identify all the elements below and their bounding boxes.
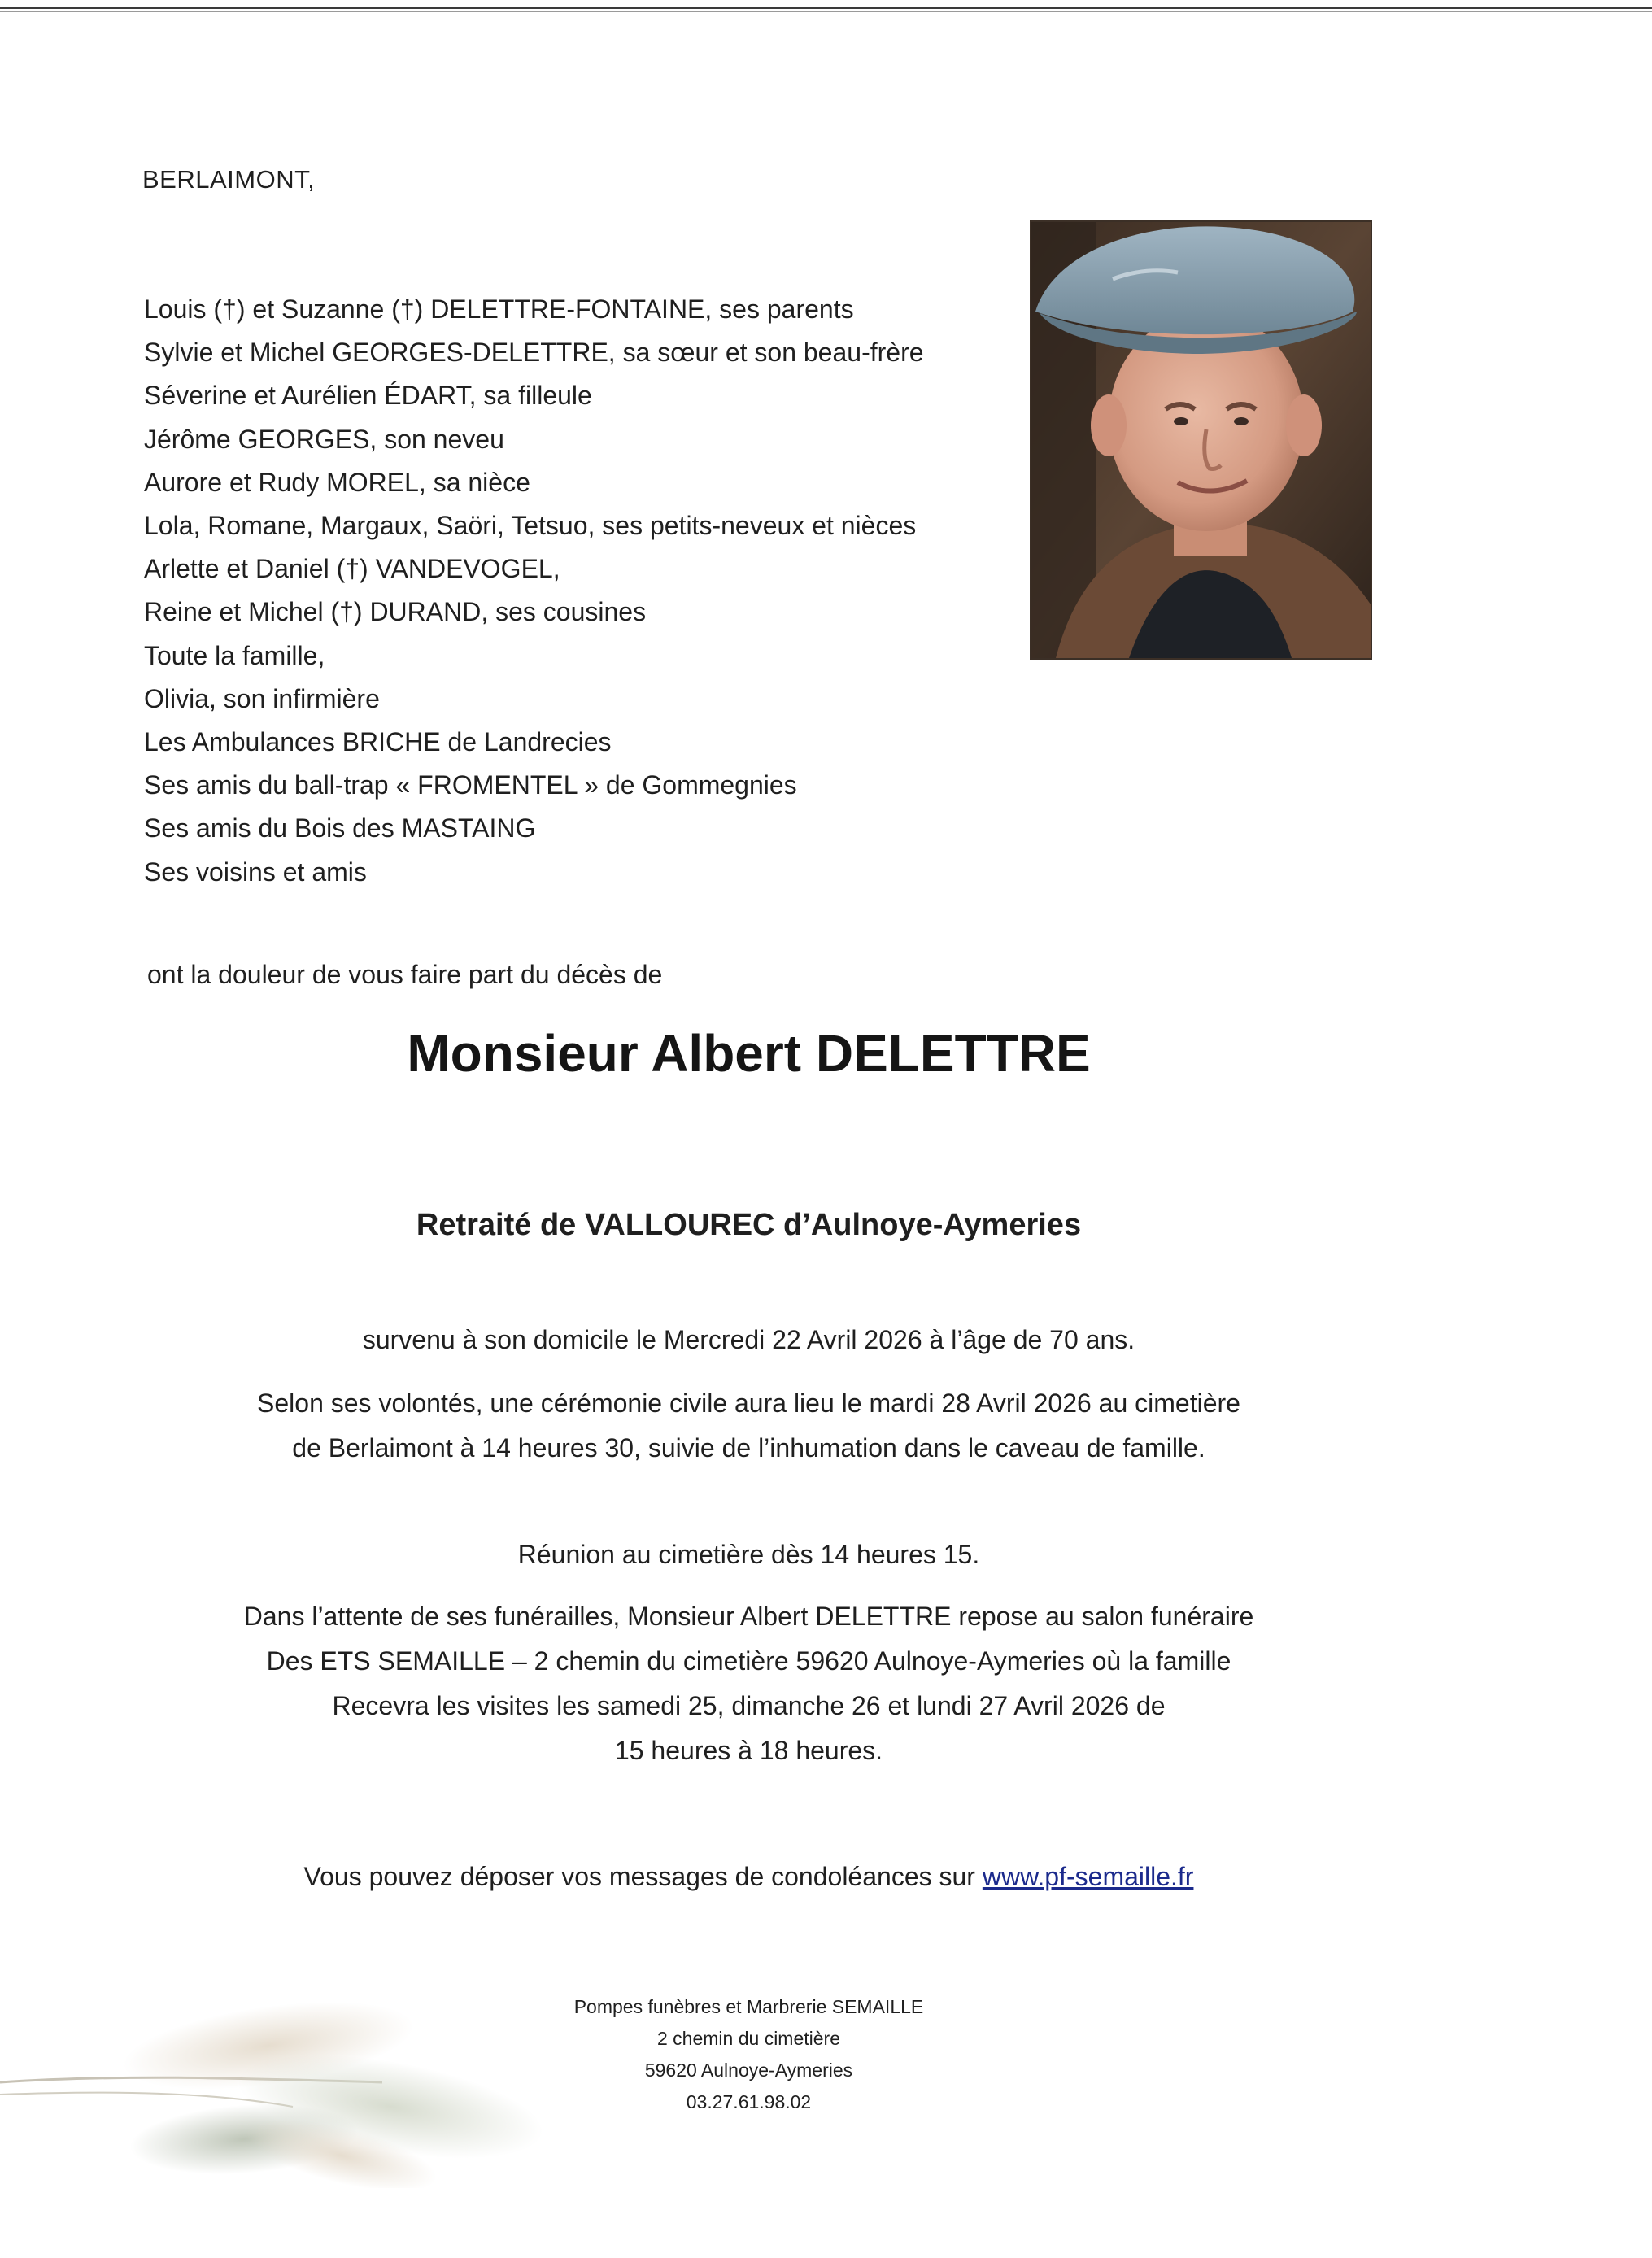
place-name: BERLAIMONT, (142, 165, 316, 194)
condolences-line (0, 1855, 1497, 1899)
funeral-home-address (0, 1991, 1652, 2118)
ceremony-line: Selon ses volontés, une cérémonie civile aura lieu le mardi 28 Avril 2026 au cimetière (257, 1388, 1240, 1418)
family-member: Jérôme GEORGES, son neveu (144, 424, 504, 454)
top-border-line-thin (0, 11, 1652, 12)
family-member: Séverine et Aurélien ÉDART, sa filleule (144, 381, 592, 411)
meeting-line: Réunion au cimetière dès 14 heures 15. (517, 1540, 980, 1569)
family-member: Ses voisins et amis (144, 857, 367, 887)
funeral-home-city: 59620 Aulnoye-Aymeries (644, 2060, 853, 2081)
family-member: Aurore et Rudy MOREL, sa nièce (144, 467, 530, 497)
condolences-website-link[interactable]: www.pf-semaille.fr (982, 1862, 1194, 1891)
family-member: Sylvie et Michel GEORGES-DELETTRE, sa sœur et son beau-frère (144, 338, 924, 368)
wake-details (0, 1594, 1652, 1773)
family-member: Ses amis du Bois des MASTAING (144, 813, 536, 843)
death-details (0, 1318, 1652, 1362)
ceremony-line: de Berlaimont à 14 heures 30, suivie de l’inhumation dans le caveau de famille. (292, 1433, 1205, 1462)
ceremony-details (0, 1381, 1652, 1471)
family-member: Lola, Romane, Margaux, Saöri, Tetsuo, ses petits-neveux et nièces (144, 511, 917, 541)
deceased-name: Monsieur Albert DELETTRE (407, 1024, 1091, 1083)
family-member: Olivia, son infirmière (144, 683, 380, 713)
wake-line: Des ETS SEMAILLE – 2 chemin du cimetière 59620 Aulnoye-Aymeries où la famille (266, 1646, 1231, 1676)
announcement-text: ont la douleur de vous faire part du décès de (147, 960, 663, 989)
family-member: Arlette et Daniel (†) VANDEVOGEL, (144, 554, 560, 584)
wake-line: 15 heures à 18 heures. (614, 1736, 883, 1765)
family-list (144, 288, 924, 894)
family-member: Toute la famille, (144, 640, 325, 670)
deceased-role: Retraité de VALLOUREC d’Aulnoye-Aymeries (416, 1208, 1082, 1242)
funeral-home-name: Pompes funèbres et Marbrerie SEMAILLE (573, 1996, 924, 2017)
wake-line: Dans l’attente de ses funérailles, Monsieur Albert DELETTRE repose au salon funéraire (243, 1602, 1254, 1631)
funeral-home-phone: 03.27.61.98.02 (686, 2091, 812, 2112)
condolences-details (0, 1855, 1652, 1899)
death-line: survenu à son domicile le Mercredi 22 Avril 2026 à l’âge de 70 ans. (362, 1325, 1135, 1354)
deceased-portrait-photo (1030, 220, 1372, 660)
family-member: Les Ambulances BRICHE de Landrecies (144, 727, 612, 757)
funeral-home-street: 2 chemin du cimetière (657, 2028, 840, 2049)
top-border-line (0, 7, 1652, 9)
condolences-text: Vous pouvez déposer vos messages de condoléances sur (303, 1862, 983, 1891)
family-member: Ses amis du ball-trap « FROMENTEL » de Gommegnies (144, 770, 797, 800)
wake-line: Recevra les visites les samedi 25, dimanche 26 et lundi 27 Avril 2026 de (332, 1691, 1166, 1720)
family-member: Louis (†) et Suzanne (†) DELETTRE-FONTAINE, ses parents (144, 294, 854, 324)
meeting-details (0, 1532, 1652, 1577)
family-member: Reine et Michel (†) DURAND, ses cousines (144, 597, 647, 627)
